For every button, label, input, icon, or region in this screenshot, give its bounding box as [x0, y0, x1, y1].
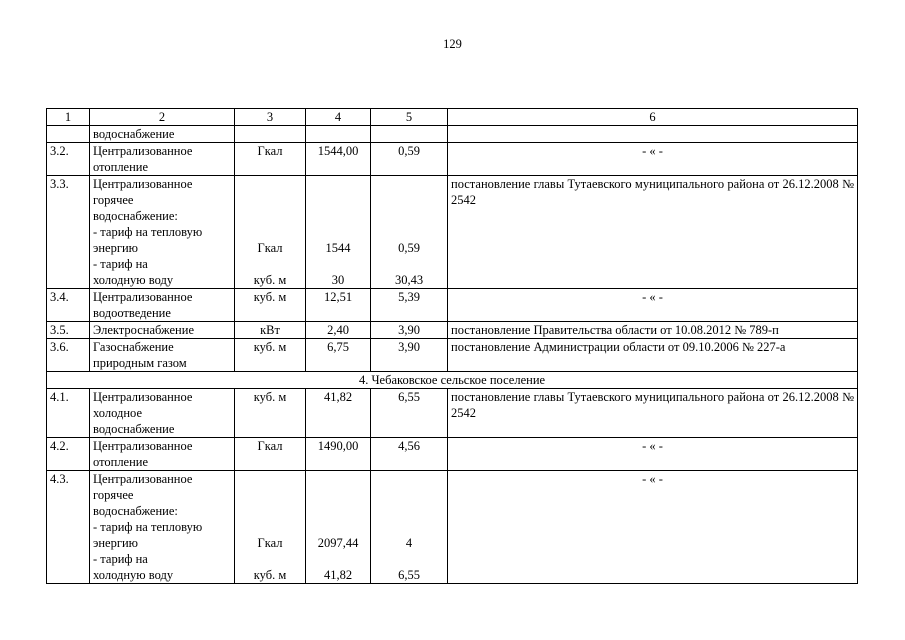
note-cell: постановление Правительства области от 10.08.2012 № 789-п [448, 322, 858, 339]
table-row [47, 438, 858, 471]
value-cell [371, 126, 448, 143]
unit-cell: куб. м [235, 389, 306, 438]
service-name: Централизованное холодное водоснабжение [90, 389, 235, 438]
table-row [47, 126, 858, 143]
unit-cell [235, 126, 306, 143]
value-cell: 2097,44 41,82 [306, 471, 371, 584]
header-row [47, 109, 858, 126]
header-cell: 6 [448, 109, 858, 126]
value-cell [306, 126, 371, 143]
header-cell: 1 [47, 109, 90, 126]
row-number: 3.5. [47, 322, 90, 339]
unit-cell: кВт [235, 322, 306, 339]
service-name: Централизованное отопление [90, 438, 235, 471]
unit-cell: куб. м [235, 289, 306, 322]
unit-cell: Гкал куб. м [235, 176, 306, 289]
table-row [47, 339, 858, 372]
row-number: 4.3. [47, 471, 90, 584]
table-row [47, 389, 858, 438]
table-row [47, 143, 858, 176]
page-number: 129 [443, 37, 462, 51]
row-number: 3.4. [47, 289, 90, 322]
table-row [47, 322, 858, 339]
note-cell: постановление Администрации области от 09.10.2006 № 227-а [448, 339, 858, 372]
row-number: 4.2. [47, 438, 90, 471]
value-cell: 6,55 [371, 389, 448, 438]
service-name: водоснабжение [90, 126, 235, 143]
service-name: Централизованное отопление [90, 143, 235, 176]
value-cell: 4,56 [371, 438, 448, 471]
value-cell: 1544 30 [306, 176, 371, 289]
value-cell: 5,39 [371, 289, 448, 322]
row-number: 3.2. [47, 143, 90, 176]
service-name: Централизованное горячее водоснабжение: - тариф на тепловую энергию - тариф на холодную воду [90, 176, 235, 289]
service-name: Газоснабжение природным газом [90, 339, 235, 372]
value-cell: 0,59 [371, 143, 448, 176]
table-row [47, 176, 858, 289]
table-row [47, 471, 858, 584]
header-cell: 4 [306, 109, 371, 126]
value-cell: 1490,00 [306, 438, 371, 471]
row-number: 3.3. [47, 176, 90, 289]
value-cell: 3,90 [371, 339, 448, 372]
service-name: Электроснабжение [90, 322, 235, 339]
value-cell: 6,75 [306, 339, 371, 372]
note-cell: - « - [448, 471, 858, 584]
service-name: Централизованное горячее водоснабжение: - тариф на тепловую энергию - тариф на холодную воду [90, 471, 235, 584]
header-cell: 3 [235, 109, 306, 126]
header-cell: 5 [371, 109, 448, 126]
header-cell: 2 [90, 109, 235, 126]
unit-cell: Гкал [235, 143, 306, 176]
note-cell [448, 126, 858, 143]
value-cell: 2,40 [306, 322, 371, 339]
row-number: 4.1. [47, 389, 90, 438]
note-cell: - « - [448, 438, 858, 471]
value-cell: 41,82 [306, 389, 371, 438]
tariff-table [46, 108, 858, 584]
table-row [47, 289, 858, 322]
value-cell: 0,59 30,43 [371, 176, 448, 289]
value-cell: 12,51 [306, 289, 371, 322]
unit-cell: Гкал [235, 438, 306, 471]
note-cell: постановление главы Тутаевского муниципального района от 26.12.2008 № 2542 [448, 389, 858, 438]
row-number [47, 126, 90, 143]
value-cell: 3,90 [371, 322, 448, 339]
note-cell: - « - [448, 143, 858, 176]
section-title: 4. Чебаковское сельское поселение [47, 372, 858, 389]
service-name: Централизованное водоотведение [90, 289, 235, 322]
value-cell: 1544,00 [306, 143, 371, 176]
value-cell: 4 6,55 [371, 471, 448, 584]
section-row [47, 372, 858, 389]
unit-cell: Гкал куб. м [235, 471, 306, 584]
note-cell: - « - [448, 289, 858, 322]
unit-cell: куб. м [235, 339, 306, 372]
note-cell: постановление главы Тутаевского муниципального района от 26.12.2008 № 2542 [448, 176, 858, 289]
row-number: 3.6. [47, 339, 90, 372]
